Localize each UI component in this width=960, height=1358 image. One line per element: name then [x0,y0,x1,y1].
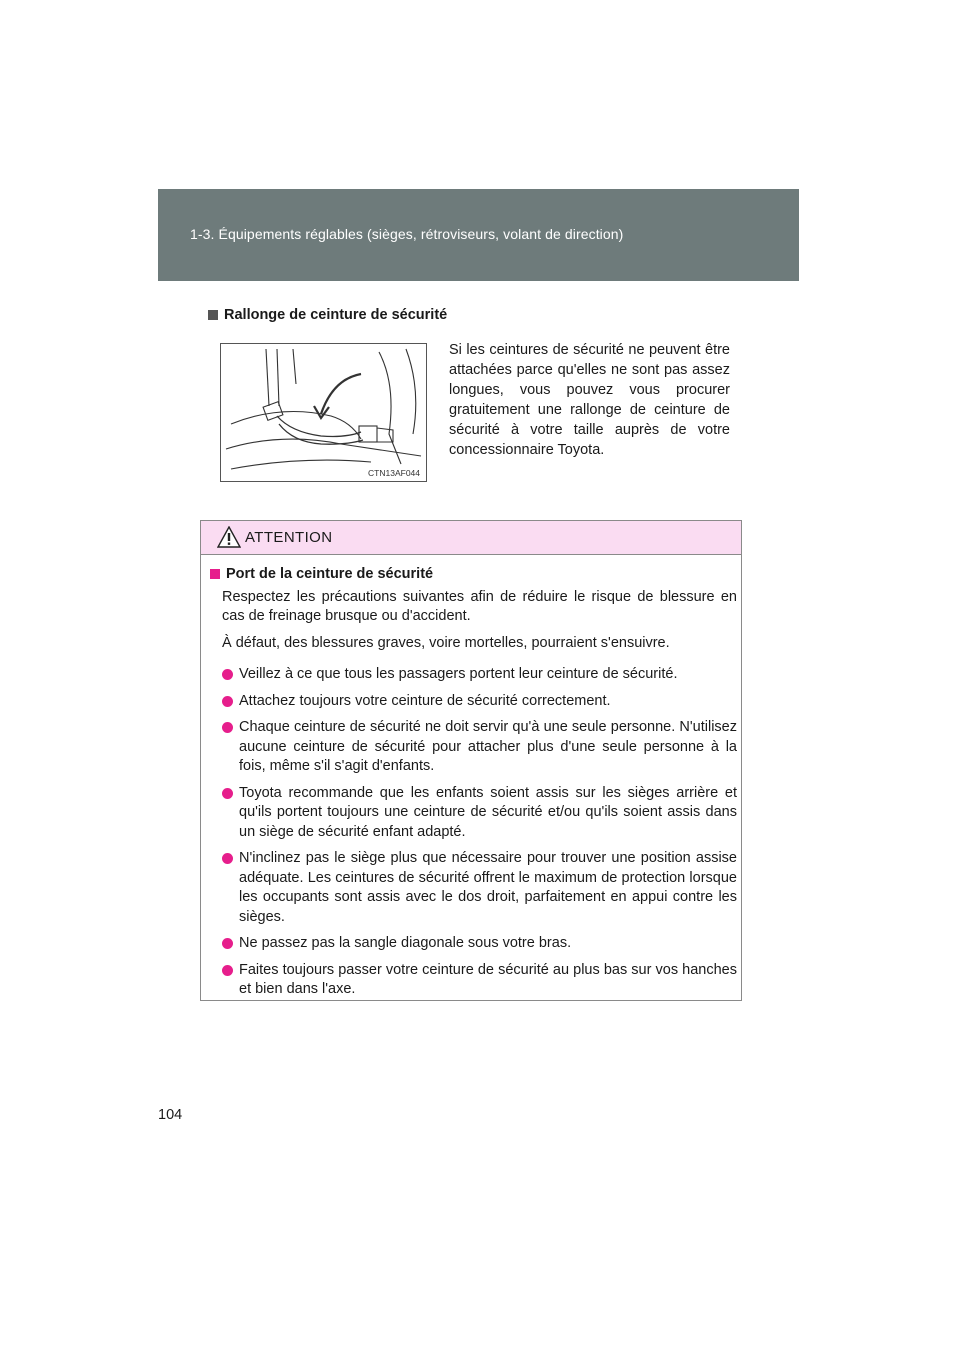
section-heading-text: Rallonge de ceinture de sécurité [224,307,448,323]
figure-code: CTN13AF044 [368,468,420,478]
warning-header [201,521,741,555]
list-item-text: N'inclinez pas le siège plus que nécessaire pour trouver une position assise adéquate. Les ceintures de sécurité offrent le maximum de protection lorsque les occupants sont assis avec le dos droit, parfaitement en appui contre les sièges. [239,850,737,925]
section-heading [208,307,447,323]
list-item [222,934,737,954]
warning-triangle-icon [217,526,241,548]
bullet-dot-icon [222,965,233,976]
list-item [222,784,737,843]
square-bullet-icon [208,310,218,320]
warning-subheading-text: Port de la ceinture de sécurité [226,566,434,582]
warning-paragraph: Respectez les précautions suivantes afin de réduire le risque de blessure en cas de freinage brusque ou d'accident. [222,589,737,624]
list-item [222,718,737,777]
warning-subheading [210,566,737,582]
warning-box [200,520,742,1001]
list-item-text: Faites toujours passer votre ceinture de sécurité au plus bas sur vos hanches et bien dans l'axe. [239,961,737,997]
list-item [222,961,737,1000]
bullet-dot-icon [222,669,233,680]
list-item-text: Chaque ceinture de sécurité ne doit servir qu'à une seule personne. N'utilisez aucune ceinture de sécurité pour attacher plus d'une seule personne à la fois, même s'il s'agit d'enfants. [239,719,737,774]
bullet-dot-icon [222,696,233,707]
seatbelt-extender-illustration [220,343,427,482]
bullet-dot-icon [222,722,233,733]
list-item-text: Veillez à ce que tous les passagers portent leur ceinture de sécurité. [239,666,678,682]
bullet-dot-icon [222,938,233,949]
warning-consequence: À défaut, des blessures graves, voire mortelles, pourraient s'ensuivre. [222,635,670,651]
intro-paragraph: Si les ceintures de sécurité ne peuvent être attachées parce qu'elles ne sont pas assez longues, vous pouvez vous procurer gratuitement une rallonge de ceinture de sécurité à votre taille auprès de votre concessionnaire Toyota. [449,342,730,458]
list-item [222,849,737,927]
list-item-text: Ne passez pas la sangle diagonale sous votre bras. [239,935,572,951]
seatbelt-extender-drawing [221,344,426,481]
list-item [222,692,737,712]
list-item-text: Attachez toujours votre ceinture de sécurité correctement. [239,692,611,709]
square-bullet-icon [210,569,220,579]
chapter-header [158,189,799,281]
list-item [222,665,737,685]
bullet-dot-icon [222,788,233,799]
warning-title: ATTENTION [245,529,333,546]
warning-body [210,566,737,1007]
bullet-dot-icon [222,853,233,864]
page-number: 104 [158,1107,183,1123]
chapter-title: 1-3. Équipements réglables (sièges, rétroviseurs, volant de direction) [190,226,624,242]
list-item-text: Toyota recommande que les enfants soient assis sur les sièges arrière et qu'ils portent toujours une ceinture de sécurité et/ou qu'ils soient assis dans un siège de sécurité enfant adapté. [239,784,737,840]
